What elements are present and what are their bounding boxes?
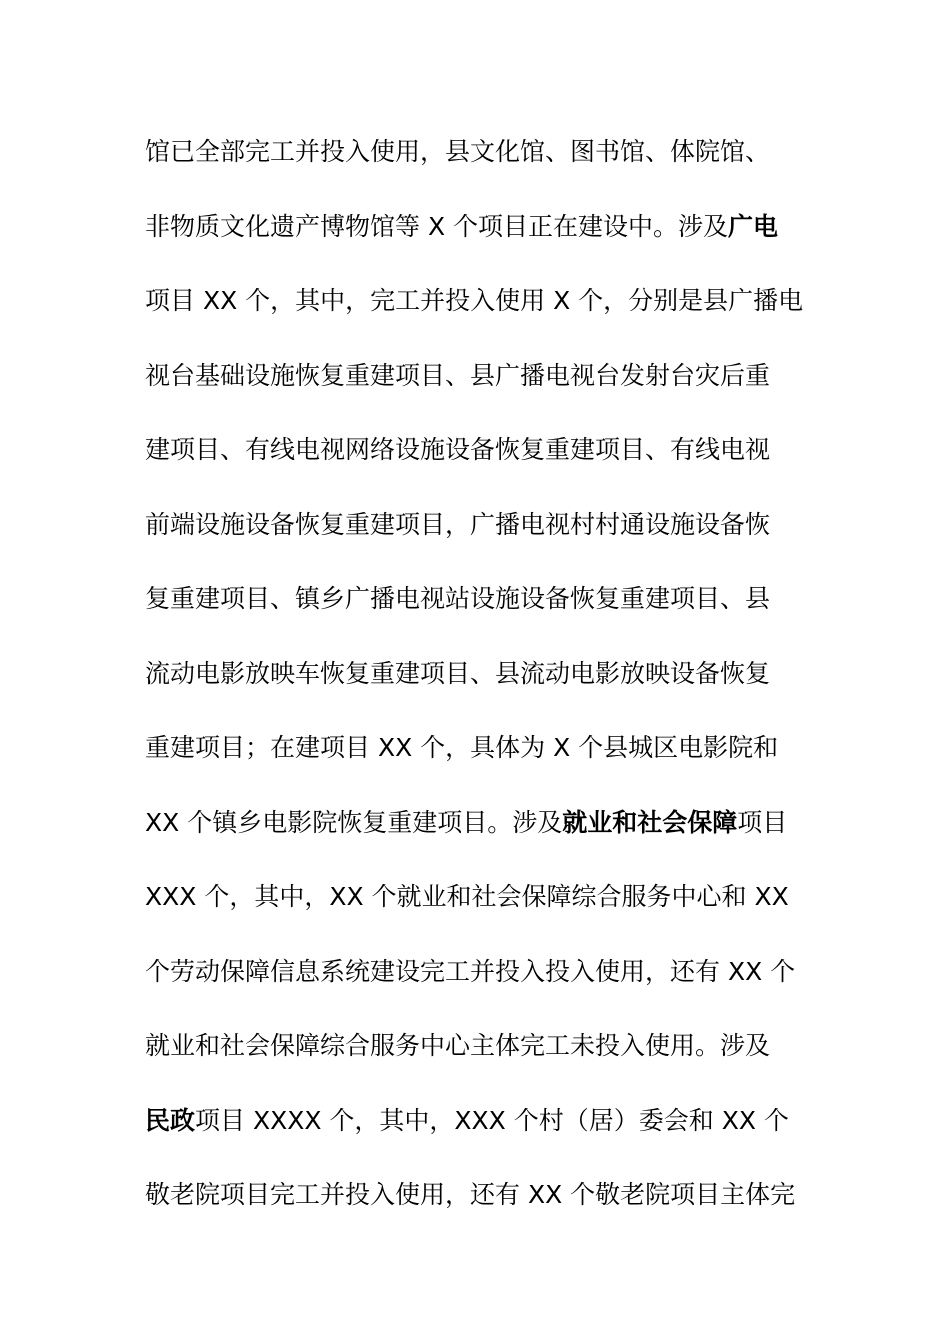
text-run: 建项目、有线电视网络设施设备恢复重建项目、有线电视 [145,435,771,464]
text-line-2 [145,197,825,272]
text-run: 就业和社会保障综合服务中心主体完工未投入使用。涉及 [145,1031,771,1060]
text-line-4 [145,346,825,421]
text-run: 个劳动保障信息系统建设完工并投入投入使用，还有 XX 个 [145,956,796,986]
text-line-13 [145,1016,825,1091]
text-run: 馆已全部完工并投入使用，县文化馆、图书馆、体院馆、 [145,137,771,166]
text-run: 重建项目；在建项目 XX 个，具体为 X 个县城区电影院和 [145,733,779,762]
text-line-15 [145,1165,825,1240]
text-line-12 [145,942,825,1017]
text-line-9 [145,718,825,793]
bold-term-employment: 就业和社会保障 [562,807,738,837]
text-run: XX 个镇乡电影院恢复重建项目。涉及 [145,807,563,837]
text-line-1 [145,122,825,197]
text-run: 复重建项目、镇乡广播电视站设施设备恢复重建项目、县 [145,584,771,613]
text-run: 前端设施设备恢复重建项目，广播电视村村通设施设备恢 [145,509,771,539]
body-paragraph [145,122,825,1240]
text-run: 项目 XX 个，其中，完工并投入使用 X 个，分别是县广播电 [145,286,804,315]
text-run: 项目 XXXX 个，其中，XXX 个村（居）委会和 XX 个 [195,1105,789,1135]
text-run: 流动电影放映车恢复重建项目、县流动电影放映设备恢复 [145,658,771,688]
text-run: 敬老院项目完工并投入使用，还有 XX 个敬老院项目主体完 [145,1180,796,1209]
text-run: XXX 个，其中，XX 个就业和社会保障综合服务中心和 XX [145,882,789,911]
text-line-10 [145,793,825,868]
text-line-3 [145,271,825,346]
text-line-11 [145,867,825,942]
text-run: 项目 [737,807,788,837]
text-line-5 [145,420,825,495]
text-run: 非物质文化遗产博物馆等 X 个项目正在建设中。涉及 [145,211,729,241]
bold-term-minzheng: 民政 [145,1105,196,1135]
text-line-8 [145,644,825,719]
text-line-7 [145,569,825,644]
bold-term-guangdian: 广电 [728,211,779,241]
text-line-14 [145,1091,825,1166]
text-line-6 [145,495,825,570]
text-run: 视台基础设施恢复重建项目、县广播电视台发射台灾后重 [145,360,771,390]
